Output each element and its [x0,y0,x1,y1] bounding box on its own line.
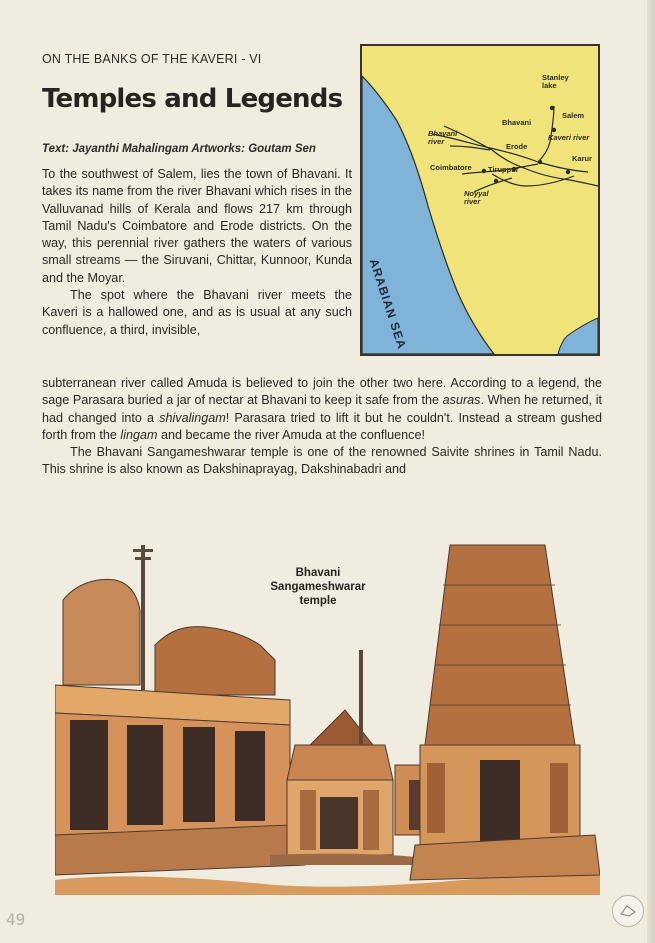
caption-line: Sangameshwarar [270,581,366,593]
full-width-text [42,375,602,479]
map-label-noyyal-river: Noyyal river [464,189,489,206]
paragraph: The spot where the Bhavani river meets the Kaveri is a hallowed one, and as is usual at any such confluence, a third, invisible, [42,288,352,337]
map-label-coimbatore: Coimbatore [430,163,472,172]
map-label-erode: Erode [506,142,528,151]
caption-line: temple [299,595,337,607]
caption-line: Bhavani [295,567,341,579]
text-run: subterranean river called Amuda is believed to join the other two here. According to a legend, the sage Parasara buried a jar of nectar at Bhavani to keep it safe from the [42,376,602,408]
illustration-caption [258,566,378,608]
emphasis: asuras [442,393,481,408]
map-label-salem: Salem [562,111,585,120]
text-run: ! Parasara tried to lift it but he couldn't. Instead a stream gushed forth from the [42,410,602,442]
paragraph [42,375,602,444]
map-label-karur: Karur [572,154,593,163]
map-label-bhavani: Bhavani [502,118,532,127]
map-label-tiruppur: Tiruppur [488,165,519,174]
map-label-arabian-sea: ARABIAN SEA [366,257,410,352]
series-heading: ON THE BANKS OF THE KAVERI - VI [42,52,262,66]
map-label-stanley-lake: Stanley lake [542,73,569,90]
article-title: Temples and Legends [42,84,343,114]
paragraph: To the southwest of Salem, lies the town of Bhavani. It takes its name from the river Bhavani which rises in the Valluvanad hills of Kerala and flows 217 km through Tamil Nadu's Coimbatore and Erode districts. On the way, this perennial river gathers the waters of various small streams — the Siruvani, Chittar, Kunnoor, Kunda and the Moyar. [42,167,352,285]
text-run: . When he returned, it had changed into a [42,393,603,425]
article-credits: Text: Jayanthi Mahalingam Artworks: Goutam Sen [42,143,316,155]
page-binding-edge [647,0,655,943]
publisher-logo-icon [612,895,644,927]
page-number: 49 [6,910,26,929]
emphasis: lingam [120,427,158,442]
paragraph: The Bhavani Sangameshwarar temple is one of the renowned Saivite shrines in Tamil Nadu. This shrine is also known as Dakshinaprayag, Dakshinabadri and [42,445,602,477]
column-text [42,166,352,339]
emphasis: shivalingam [159,410,226,425]
map-label-kaveri-river: Kaveri river [548,133,590,142]
map-label-bhavani-river: Bhavani river [428,129,458,146]
text-run: and became the river Amuda at the confluence! [157,427,425,442]
